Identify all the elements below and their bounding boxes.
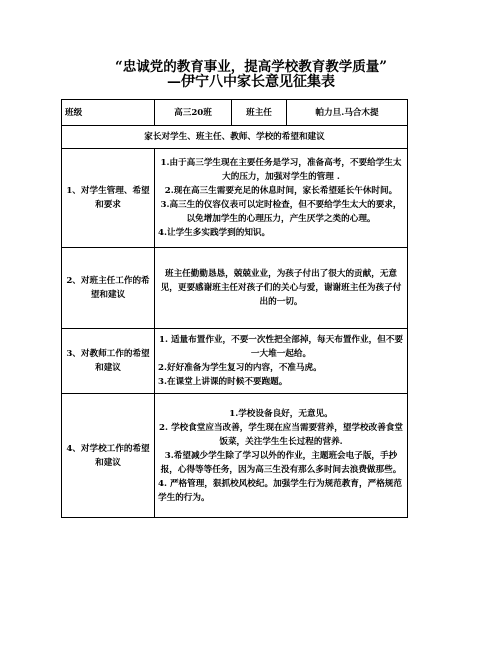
list-item: 3.在课堂上讲课的时候不要跑题。 (158, 377, 288, 387)
teacher-value: 帕力旦.马合木提 (287, 100, 408, 126)
section-content-head-teacher (155, 248, 408, 329)
list-item: 3.希望减少学生除了学习以外的作业，主题班会电子版，手抄报，心得等等任务，因为高三生没有那么多时间去浪费做那些。 (160, 450, 402, 475)
class-label: 班级 (62, 100, 155, 126)
list-item: 2. 学校食堂应当改善，学生现在应当需要营养，望学校改善食堂饭菜，关注学生生长过程的营养. (159, 422, 403, 447)
section-label-head-teacher: 2、对班主任工作的希望和建议 (62, 248, 155, 329)
header-row (62, 100, 408, 126)
list-item: 3.高三生的仪容仪表可以定时检查，但不要给学生太大的要求，以免增加学生的心理压力，产生厌学之类的心理。 (160, 200, 402, 224)
list-item: 2.好好准备为学生复习的内容，不准马虎。 (158, 363, 322, 373)
section-row-2 (62, 248, 408, 329)
section-content-teachers (155, 329, 408, 394)
list-item: 1.由于高三学生现在主要任务是学习，准备高考，不要给学生太大的压力，加强对学生的管理 . (160, 158, 402, 182)
section-row-1 (62, 149, 408, 248)
section-label-teachers: 3、对教师工作的希望和建议 (62, 329, 155, 394)
section-row-3 (62, 329, 408, 394)
section-row-4 (62, 394, 408, 518)
subheader: 家长对学生、班主任、教师、学校的希望和建议 (62, 126, 408, 149)
list-item: 班主任勤勤恳恳，兢兢业业，为孩子付出了很大的贡献，无意见，更要感谢班主任对孩子们的关心与爱，谢谢班主任为孩子付出的一切。 (160, 269, 402, 307)
section-label-school: 4、对学校工作的希望和建议 (62, 394, 155, 518)
feedback-form-table (61, 99, 408, 518)
list-item: 2.现在高三生需要充足的休息时间，家长希望延长午休时间。 (164, 186, 398, 196)
document-title: “忠诚党的教育事业，提高学校教育教学质量” (114, 59, 388, 75)
list-item: 1.学校设备良好，无意见。 (229, 408, 333, 419)
section-content-students (155, 149, 408, 248)
document-subtitle: —伊宁八中家长意见征集表 (167, 74, 335, 90)
list-item: 4.让学生多实践学到的知识。 (158, 228, 271, 238)
section-content-school (155, 394, 408, 518)
section-label-students: 1、对学生管理、希望和要求 (62, 149, 155, 248)
class-value: 高三20班 (155, 100, 232, 126)
list-item: 1. 适量布置作业，不要一次性把全部掉，每天布置作业，但不要一大堆一起给。 (159, 335, 403, 359)
subheader-row (62, 126, 408, 149)
list-item: 4. 严格管理，狠抓校风校纪。加强学生行为规范教育，严格规范学生的行为。 (158, 478, 402, 503)
teacher-label: 班主任 (232, 100, 287, 126)
